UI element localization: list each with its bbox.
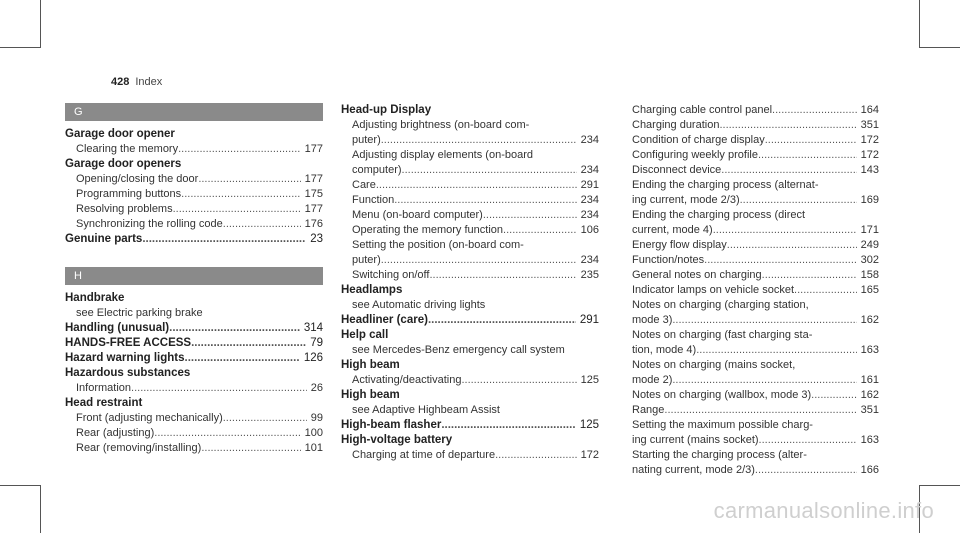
index-subentry — [341, 448, 599, 463]
index-subentry: Notes on charging (fast charging sta- — [632, 329, 813, 341]
dot-leader — [704, 253, 856, 268]
index-subentry — [341, 208, 599, 223]
page-ref[interactable]: 100 — [304, 427, 323, 439]
entry-label: computer) — [352, 164, 402, 176]
index-subentry — [65, 142, 323, 157]
entry-label: puter) — [352, 134, 381, 146]
index-subentry — [341, 163, 599, 178]
entry-label: Notes on charging (wallbox, mode 3) — [632, 389, 812, 401]
index-term — [65, 232, 323, 247]
index-term: Hazardous substances — [65, 367, 191, 379]
index-subentry: Setting the position (on-board com- — [352, 239, 524, 251]
dot-leader — [503, 223, 577, 238]
entry-label: Resolving problems — [76, 203, 173, 215]
entry-label: Clearing the memory — [76, 143, 179, 155]
page-ref[interactable]: 125 — [579, 419, 599, 431]
index-subentry: Notes on charging (mains socket, — [632, 359, 796, 371]
index-subentry — [621, 463, 879, 478]
entry-label: Front (adjusting mechanically) — [76, 412, 223, 424]
dot-leader — [461, 373, 576, 388]
page-ref[interactable]: 302 — [860, 254, 879, 266]
dot-leader — [672, 373, 856, 388]
dot-leader — [721, 163, 856, 178]
dot-leader — [131, 381, 307, 396]
entry-label: Opening/closing the door — [76, 173, 199, 185]
index-subentry — [621, 223, 879, 238]
entry-label: Range — [632, 404, 665, 416]
page-ref[interactable]: 234 — [580, 209, 599, 221]
entry-label: Function/notes — [632, 254, 705, 266]
dot-leader — [178, 142, 301, 157]
dot-leader — [483, 208, 577, 223]
page-ref[interactable]: 249 — [860, 239, 879, 251]
watermark: carmanualsonline.info — [713, 498, 934, 523]
index-subentry: Ending the charging process (alternat- — [632, 179, 819, 191]
page-ref[interactable]: 101 — [304, 442, 323, 454]
index-subentry: see Mercedes-Benz emergency call system — [352, 344, 565, 356]
index-subentry — [621, 133, 879, 148]
index-subentry — [621, 313, 879, 328]
index-term: Head restraint — [65, 397, 143, 409]
page-ref[interactable]: 234 — [580, 134, 599, 146]
page-ref[interactable]: 79 — [310, 337, 323, 349]
index-subentry — [621, 343, 879, 358]
index-subentry — [621, 388, 879, 403]
index-subentry: Starting the charging process (alter- — [632, 449, 807, 461]
index-term: Help call — [341, 329, 389, 341]
dot-leader — [173, 202, 301, 217]
page-ref[interactable]: 165 — [860, 284, 879, 296]
index-subentry: see Automatic driving lights — [352, 299, 486, 311]
entry-label: Genuine parts — [65, 233, 143, 245]
index-column-3 — [621, 103, 879, 478]
entry-label: Condition of charge display — [632, 134, 765, 146]
dot-leader — [394, 193, 576, 208]
section-title: Index — [135, 76, 163, 88]
index-subentry: see Electric parking brake — [76, 307, 203, 319]
dot-leader — [198, 172, 300, 187]
index-subentry — [65, 187, 323, 202]
dot-leader — [154, 426, 300, 441]
dot-leader — [794, 283, 857, 298]
page-ref[interactable]: 314 — [303, 322, 323, 334]
entry-label: Rear (removing/installing) — [76, 442, 202, 454]
entry-label: mode 3) — [632, 314, 673, 326]
index-term: Garage door opener — [65, 128, 175, 140]
crop-mark — [0, 47, 40, 48]
page-ref[interactable]: 175 — [304, 188, 323, 200]
dot-leader — [181, 187, 300, 202]
page-ref[interactable]: 234 — [580, 164, 599, 176]
dot-leader — [759, 433, 857, 448]
page-ref[interactable]: 234 — [580, 254, 599, 266]
index-subentry — [65, 441, 323, 456]
letter-heading: H — [65, 267, 323, 285]
crop-mark — [920, 485, 960, 486]
dot-leader — [772, 103, 857, 118]
index-subentry — [65, 426, 323, 441]
dot-leader — [696, 343, 856, 358]
dot-leader — [762, 268, 857, 283]
index-term — [341, 313, 599, 328]
entry-label: Charging at time of departure — [352, 449, 496, 461]
entry-label: Configuring weekly profile — [632, 149, 758, 161]
index-subentry — [621, 253, 879, 268]
entry-label: Switching on/off — [352, 269, 430, 281]
page-ref[interactable]: 291 — [579, 314, 599, 326]
index-subentry: Ending the charging process (direct — [632, 209, 806, 221]
entry-label: Rear (adjusting) — [76, 427, 155, 439]
dot-leader — [376, 178, 577, 193]
entry-label: Menu (on-board computer) — [352, 209, 483, 221]
index-subentry — [65, 381, 323, 396]
index-term — [65, 336, 323, 351]
page-ref[interactable]: 171 — [860, 224, 879, 236]
dot-leader — [811, 388, 856, 403]
index-term: Head-up Display — [341, 104, 432, 116]
dot-leader — [185, 351, 300, 366]
page-ref[interactable]: 172 — [860, 149, 879, 161]
page-ref[interactable]: 176 — [304, 218, 323, 230]
index-subentry — [621, 238, 879, 253]
page-ref[interactable]: 172 — [860, 134, 879, 146]
page-ref[interactable]: 106 — [580, 224, 599, 236]
letter-heading: G — [65, 103, 323, 121]
index-column-1 — [65, 103, 323, 456]
entry-label: HANDS-FREE ACCESS — [65, 337, 192, 349]
page-ref[interactable]: 235 — [580, 269, 599, 281]
dot-leader — [429, 268, 576, 283]
entry-label: puter) — [352, 254, 381, 266]
index-subentry — [621, 193, 879, 208]
entry-label: Function — [352, 194, 395, 206]
index-subentry — [341, 253, 599, 268]
page-ref[interactable]: 169 — [860, 194, 879, 206]
page-header — [111, 76, 162, 88]
entry-label: Synchronizing the rolling code — [76, 218, 223, 230]
index-subentry — [621, 103, 879, 118]
page-ref[interactable]: 291 — [580, 179, 599, 191]
index-subentry — [341, 178, 599, 193]
dot-leader — [381, 133, 577, 148]
entry-label: Care — [352, 179, 376, 191]
page-ref[interactable]: 164 — [860, 104, 879, 116]
page-ref[interactable]: 143 — [860, 164, 879, 176]
index-subentry — [621, 403, 879, 418]
dot-leader — [765, 133, 857, 148]
dot-leader — [223, 217, 301, 232]
entry-label: General notes on charging — [632, 269, 762, 281]
entry-label: Indicator lamps on vehicle socket — [632, 284, 795, 296]
crop-mark — [0, 485, 40, 486]
dot-leader — [441, 418, 575, 433]
page-ref[interactable]: 172 — [580, 449, 599, 461]
entry-label: Information — [76, 382, 132, 394]
index-term — [65, 321, 323, 336]
index-subentry — [621, 433, 879, 448]
index-term: High beam — [341, 359, 400, 371]
page-ref[interactable]: 163 — [860, 344, 879, 356]
index-subentry: Adjusting brightness (on-board com- — [352, 119, 530, 131]
index-column-2 — [341, 103, 599, 463]
entry-label: Activating/deactivating — [352, 374, 462, 386]
dot-leader — [758, 148, 857, 163]
index-subentry: see Adaptive Highbeam Assist — [352, 404, 500, 416]
page-ref[interactable]: 162 — [860, 314, 879, 326]
index-subentry — [65, 411, 323, 426]
index-subentry: Setting the maximum possible charg- — [632, 419, 813, 431]
page-ref[interactable]: 351 — [860, 119, 879, 131]
index-subentry — [341, 268, 599, 283]
dot-leader — [664, 403, 856, 418]
entry-label: Charging duration — [632, 119, 720, 131]
crop-mark — [40, 485, 41, 533]
entry-label: nating current, mode 2/3) — [632, 464, 755, 476]
dot-leader — [672, 313, 856, 328]
index-term — [65, 351, 323, 366]
entry-label: Energy flow display — [632, 239, 727, 251]
crop-mark — [40, 0, 41, 48]
entry-label: Handling (unusual) — [65, 322, 170, 334]
index-term: Headlamps — [341, 284, 403, 296]
dot-leader — [169, 321, 300, 336]
page-ref[interactable]: 177 — [304, 173, 323, 185]
dot-leader — [381, 253, 577, 268]
entry-label: current, mode 4) — [632, 224, 713, 236]
crop-mark — [919, 0, 920, 48]
entry-label: Programming buttons — [76, 188, 182, 200]
dot-leader — [191, 336, 306, 351]
index-subentry: Notes on charging (charging station, — [632, 299, 809, 311]
entry-label: Charging cable control panel — [632, 104, 773, 116]
entry-label: High-beam flasher — [341, 419, 442, 431]
dot-leader — [223, 411, 307, 426]
page-ref[interactable]: 166 — [860, 464, 879, 476]
page-ref[interactable]: 351 — [860, 404, 879, 416]
index-term: High beam — [341, 389, 400, 401]
page-ref[interactable]: 158 — [860, 269, 879, 281]
page-number: 428 — [111, 76, 130, 88]
index-subentry: Adjusting display elements (on-board — [352, 149, 533, 161]
index-subentry — [341, 373, 599, 388]
entry-label: Hazard warning lights — [65, 352, 185, 364]
index-subentry — [621, 373, 879, 388]
page-ref[interactable]: 163 — [860, 434, 879, 446]
page-ref[interactable]: 26 — [310, 382, 323, 394]
page-ref[interactable]: 177 — [304, 143, 323, 155]
dot-leader — [740, 193, 857, 208]
page-ref[interactable]: 126 — [303, 352, 323, 364]
index-subentry — [65, 172, 323, 187]
index-subentry — [341, 223, 599, 238]
entry-label: tion, mode 4) — [632, 344, 697, 356]
index-term: Handbrake — [65, 292, 125, 304]
index-subentry — [341, 193, 599, 208]
dot-leader — [755, 463, 857, 478]
index-subentry — [65, 217, 323, 232]
entry-label: ing current, mode 2/3) — [632, 194, 740, 206]
dot-leader — [142, 232, 306, 247]
dot-leader — [201, 441, 300, 456]
page-ref[interactable]: 125 — [580, 374, 599, 386]
index-term: Garage door openers — [65, 158, 182, 170]
page-ref[interactable]: 161 — [860, 374, 879, 386]
index-term — [341, 418, 599, 433]
entry-label: Operating the memory function — [352, 224, 504, 236]
entry-label: mode 2) — [632, 374, 673, 386]
entry-label: ing current (mains socket) — [632, 434, 759, 446]
index-subentry — [341, 133, 599, 148]
index-subentry — [621, 268, 879, 283]
dot-leader — [727, 238, 857, 253]
index-subentry — [621, 163, 879, 178]
dot-leader — [402, 163, 577, 178]
page-ref[interactable]: 99 — [310, 412, 323, 424]
index-term: High-voltage battery — [341, 434, 453, 446]
crop-mark — [920, 47, 960, 48]
dot-leader — [495, 448, 577, 463]
index-subentry — [621, 148, 879, 163]
page-ref[interactable]: 23 — [310, 233, 323, 245]
index-subentry — [65, 202, 323, 217]
page-ref[interactable]: 234 — [580, 194, 599, 206]
page-ref[interactable]: 162 — [860, 389, 879, 401]
index-subentry — [621, 118, 879, 133]
dot-leader — [428, 313, 576, 328]
dot-leader — [713, 223, 857, 238]
entry-label: Disconnect device — [632, 164, 722, 176]
page-ref[interactable]: 177 — [304, 203, 323, 215]
dot-leader — [719, 118, 856, 133]
entry-label: Headliner (care) — [341, 314, 428, 326]
index-subentry — [621, 283, 879, 298]
